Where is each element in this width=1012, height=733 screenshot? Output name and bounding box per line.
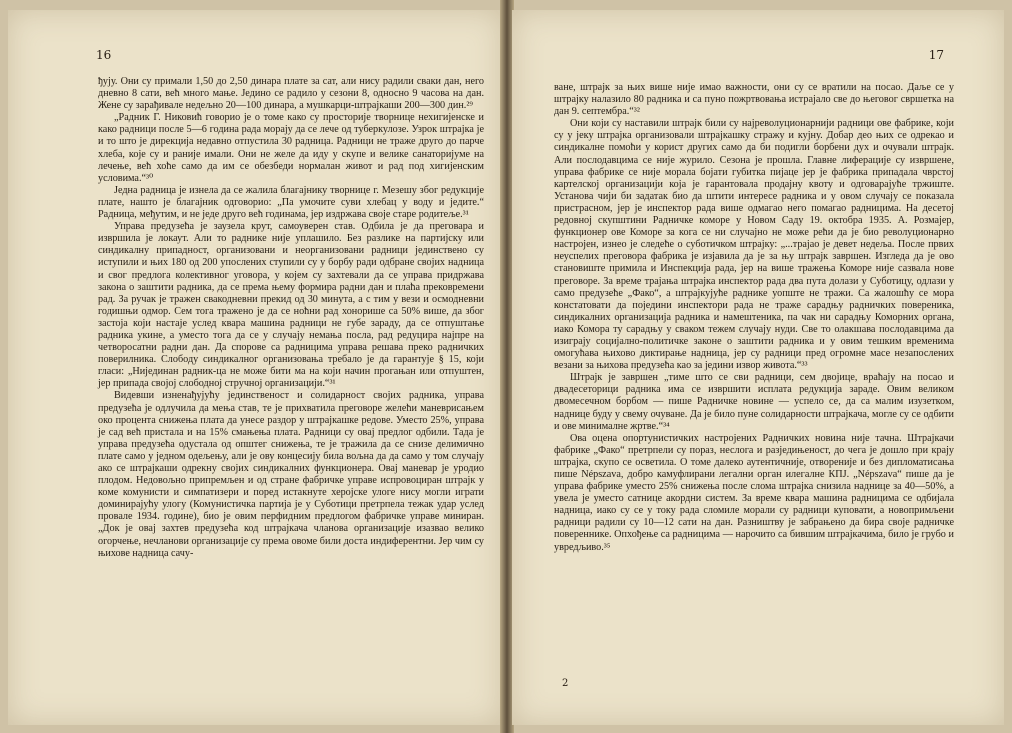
paragraph: „Радник Г. Никовић говорио је о томе како су просторије творнице нехигијенске и како радници после 5—6 година рада морају да се лече од туберкулозе. Узрок штрајка је и то што је дирекција недавно отпустила 30 радница. Радници не траже друго до парче хлеба, које су и раније имали. Они не желе да иду у скупе и велике санаторијуме на лечење, већ хоће само да им се обезбеди нормалан живот и рад под хигијенским условима.“³⁰ — [98, 112, 484, 184]
paragraph: ване, штрајк за њих више није имао важности, они су се вратили на посао. Даље се у штрајку налазило 80 радника и са пуно пожртвовања истрајало све до његовог свршетка на дан 9. септембра.“³² — [554, 82, 954, 118]
paragraph: Они који су наставили штрајк били су најреволуционарнији радници ове фабрике, који су у јеку штрајка организовали штрајкашку стражу и кујну. Добар део њих се одрекао и синдикалне помоћи у корист других само да би подигли борбени дух и очували штрајк. Али послодавцима се није журило. Сезона је прошла. Главне лиферације су извршене, управа фабрике се није морала бојати губитка пијаце јер је фабрика припадала чврстој картелској организацији која је гарантовала продајну квоту и одговарајуће тржиште. Установа чији би задатак био да штити интересе радника и у овом случају се показала пристрасном, јер је инспектор рада више одмагао него помагао радницима. На десетој редовној скупштини Радничке коморе у Новом Саду 19. октобра 1935. А. Розмајер, функционер ове Коморе за кога се ни случајно не може рећи да је био револуционарно настројен, изнео је следеће о суботичком штрајку: „...трајао је девет недеља. После првих неуспелих преговора фабрика је изјавила да је за њу штрајк завршен. Изгледа да је ово становиште примила и Инспекција рада, јер на више тражења Коморе није сазвала нове преговоре. За време трајања штрајка инспектор рада два пута долази у Суботицу, одлази у само предузеће „Фако“, а штрајкујуће раднике уопште не тражи. Са жалошћу се мора констатовати да поједини инспектори рада не траже сарадњу радничких повереника, синдикалних организација радника и намештеника, па чак ни сарадњу Коморних органа, иако Комора ту сарадњу у сваком тежем случају нуди. Све то олакшава послодавцима да изиграју социјално-политичке законе о заштити радника и у овим тешким временима омогућава њихово диктирање надница, јер су радници пред огромне масе незапослених везани за њихова предузећа као за једини извор живота.“³³ — [554, 118, 954, 372]
paragraph: Видевши изненађујућу јединственост и солидарност својих радника, управа предузећа је одлучила да мења став, те је прихватила преговоре желећи маневрисањем око процента снижења плата да унесе раздор у штрајкашке редове. Уместо 25%, управа је сад већ пристала и на 15% смањења плата. Радници су овај предлог одбили. Тада је управа предузећа одустала од општег снижења, те је тражила да се снизе делимично плате само у једном одељењу, али је ову концесију била вољна да да само у том случају ако се штрајкаши одрекну својих синдикалних функционера. Овај маневар је уродио плодом. Недовољно припремљен и од стране фабричке управе испровоциран штрајк у коме комунисти и симпатизери и поред истакнуте херојске улоге нису могли играти доминирајућу улогу (Комунистичка партија је у Суботици претрпела тежак удар услед провале 1934. године), био је овим перфидним предлогом фабричке управе миниран. „Док је овај захтев предузећа код штрајкача чланова организације изазвао велико огорчење, нечланови организације су према овоме били доста индиферентни. Јер чим су њихове надница сачу- — [98, 390, 484, 559]
paragraph: Једна радница је изнела да се жалила благајнику творнице г. Мезешу због редукције плате, нашто је благајник одговорио: „Па умочите суви хлебац у воду и једите.“ Радница, међутим, и не једе друго већ годинама, јер издржава своје старе родитеље.³¹ — [98, 184, 484, 221]
right-page-body — [554, 82, 954, 554]
page-number-right: 17 — [928, 48, 944, 62]
left-page — [8, 10, 502, 725]
page-number-left: 16 — [96, 48, 112, 62]
paragraph: Ова оцена опортунистичких настројених Радничких новина није тачна. Штрајкачи фабрике „Фако“ претрпели су пораз, неслога и разједињеност, до чега је дошло при крају штрајка, скупо се осветила. О томе далеко аутентичније, отвореније и без дипломатисања пише Népszava, добро камуфлирани легални орган илегалне КПЈ. „Népszava“ пише да је управа фабрике уместо 25% снижења после слома штрајка снизила наднице за 40—50%, а увела је уместо сатнице акордни систем. За време квара машина радницима се одбијала надница, иако су се у току рада сломиле морали су радници куповати, а новопримљени радници радили су 10—12 сати на дан. Разништву је забрањено да бира своје радничке повереннике. Опхођење са радницима — нарочито са бившим штрајкачима, било је грубо и увредљиво.³⁵ — [554, 432, 954, 553]
paragraph: Управа предузећа је заузела крут, самоуверен став. Одбила је да преговара и извршила је локаут. Али то раднике није уплашило. Без разлике на партијску или синдикалну припадност, организовани и неорганизовани радници јединствено су иступили и њих 180 од 200 упослених ступили су у борбу ради одбране својих надница и свог предлога колективног уговора, у којем су захтевали да се управа придржава закона о заштити радника, да се према њему формира радни дан и плаћа прековремени рад. За ручак је тражен свакодневни прекид од 30 минута, а с тим у вези и осмодневни годишњи одмор. Сем тога тражено је да се ноћни рад хонорише са 50% више, да због застоја који настаје услед квара машина радници не губе зараду, да се отпуштање радника укине, а уместо тога да се у случају немања посла, рад редуцира најпре на четворосатни радни дан. Да спорове са радницима управа решава преко радничких поверилника. Слободу синдикалног организовања требало је да гарантује § 15, који гласи: „Нијединан радник-ца не може бити ма на који начин прогањан или отпуштен, јер припада својој слободној стручној организацији.“³¹ — [98, 221, 484, 390]
right-page — [512, 10, 1004, 725]
paragraph: Штрајк је завршен „тиме што се сви радници, сем двојице, враћају на посао и двадесеторици радника има се извршити исплата редукција зараде. Овим великом двомесечном борбом — пише Радничке новине — успело се, да са малим изузетком, наднице буду у свему очуване. Да је било пуне солидарности штрајкача, могле су се одбити и ове минималне жртве.“³⁴ — [554, 372, 954, 432]
left-page-body — [98, 76, 484, 560]
paragraph: ђују. Они су примали 1,50 до 2,50 динара плате за сат, али нису радили сваки дан, него дневно 8 сати, већ много мање. Једино се радило у сезони 8, односно 9 часова на дан. Жене су зарађивале недељно 20—100 динара, а мушкарци-штрајкаши 200—300 дин.²⁹ — [98, 76, 484, 112]
signature-mark: 2 — [562, 678, 569, 689]
